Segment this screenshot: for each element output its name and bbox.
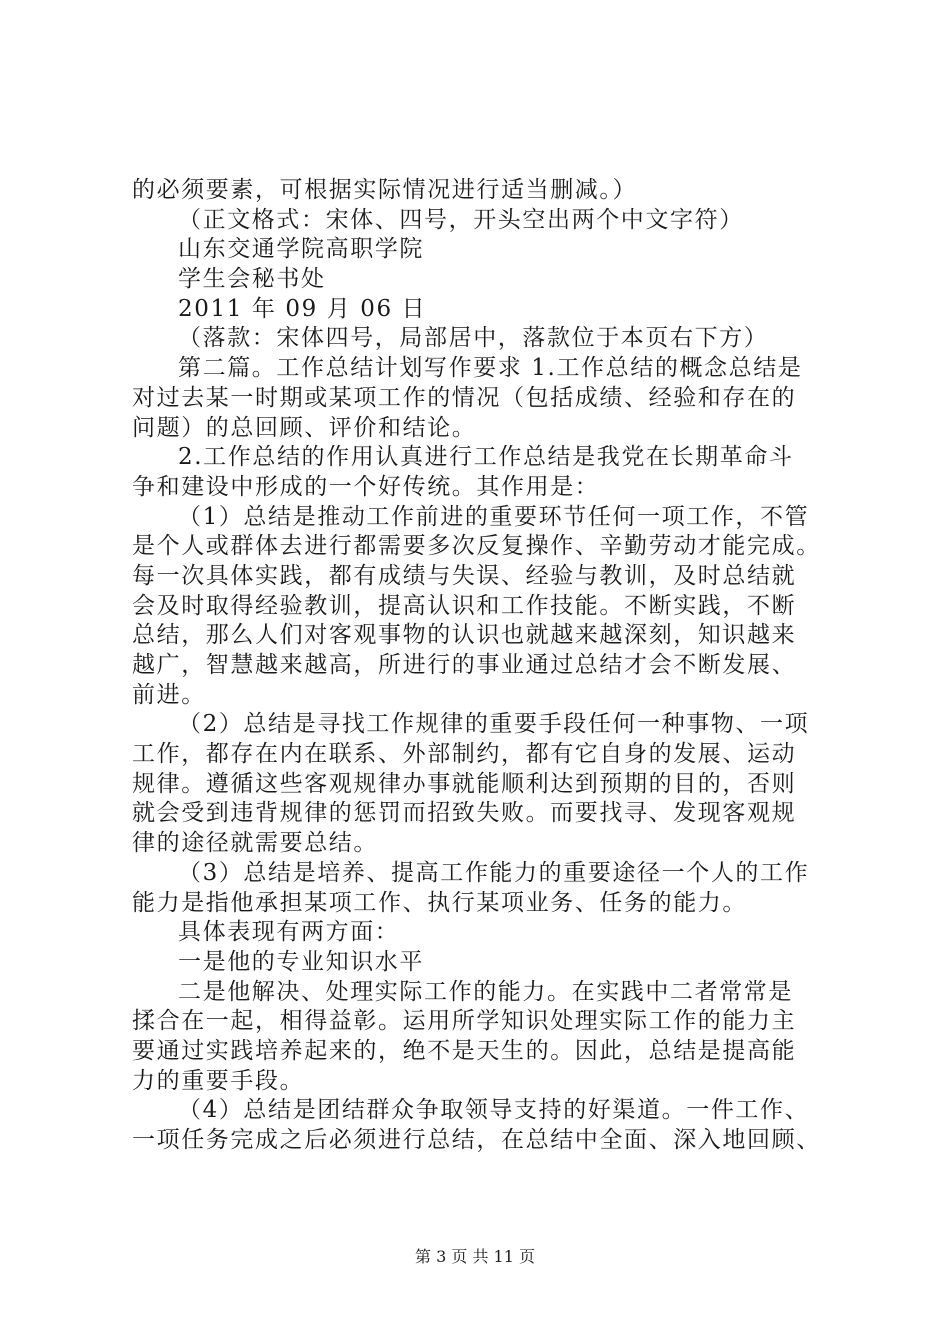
text-line: 前进。 <box>132 681 206 708</box>
text-line: 2.工作总结的作用认真进行工作总结是我党在长期革命斗 <box>178 444 794 471</box>
text-line: （正文格式：宋体、四号，开头空出两个中文字符） <box>178 206 744 233</box>
text-line: （3）总结是培养、提高工作能力的重要途径一个人的工作 <box>178 859 810 886</box>
text-line: 每一次具体实践，都有成绩与失误、经验与教训，及时总结就 <box>132 562 797 589</box>
text-line: 总结，那么人们对客观事物的认识也就越来越深刻，知识越来 <box>132 622 797 649</box>
text-line: （落款：宋体四号，局部居中，落款位于本页右下方） <box>178 325 769 352</box>
text-line: 二是他解决、处理实际工作的能力。在实践中二者常常是 <box>178 978 793 1005</box>
text-line: 争和建设中形成的一个好传统。其作用是： <box>132 473 600 500</box>
text-line: （4）总结是团结群众争取领导支持的好渠道。一件工作、 <box>178 1097 810 1124</box>
text-line: 要通过实践培养起来的，绝不是天生的。因此，总结是提高能 <box>132 1037 797 1064</box>
text-line: 山东交通学院高职学院 <box>178 236 424 263</box>
text-line: 工作，都存在内在联系、外部制约，都有它自身的发展、运动 <box>132 741 797 768</box>
text-line: 能力是指他承担某项工作、执行某项业务、任务的能力。 <box>132 889 747 916</box>
text-line: 是个人或群体去进行都需要多次反复操作、辛勤劳动才能完成。 <box>132 533 821 560</box>
text-line: （1）总结是推动工作前进的重要环节任何一项工作，不管 <box>178 503 810 530</box>
text-line: 越广，智慧越来越高，所进行的事业通过总结才会不断发展、 <box>132 652 797 678</box>
text-line: 律的途径就需要总结。 <box>132 830 378 857</box>
text-line: 的必须要素，可根据实际情况进行适当删减。） <box>132 177 638 203</box>
text-line: 揉合在一起，相得益彰。运用所学知识处理实际工作的能力主 <box>132 1008 797 1035</box>
text-line: 就会受到违背规律的惩罚而招致失败。而要找寻、发现客观规 <box>132 800 797 827</box>
text-line: 学生会秘书处 <box>178 266 326 293</box>
text-line: 一项任务完成之后必须进行总结，在总结中全面、深入地回顾、 <box>132 1127 821 1153</box>
text-line: 问题）的总回顾、评价和结论。 <box>132 414 477 441</box>
text-line: 会及时取得经验教训，提高认识和工作技能。不断实践，不断 <box>132 592 797 619</box>
text-line: 对过去某一时期或某项工作的情况（包括成绩、经验和存在的 <box>132 384 797 411</box>
text-line: 力的重要手段。 <box>132 1067 305 1094</box>
text-line: （2）总结是寻找工作规律的重要手段任何一种事物、一项 <box>178 711 810 738</box>
text-line: 一是他的专业知识水平 <box>178 948 424 975</box>
text-line: 具体表现有两方面： <box>178 919 400 946</box>
document-body <box>132 176 832 1156</box>
page-footer: 第 3 页 共 11 页 <box>415 1247 535 1266</box>
text-line: 规律。遵循这些客观规律办事就能顺利达到预期的目的，否则 <box>132 770 797 797</box>
text-line: 第二篇。工作总结计划写作要求 1.工作总结的概念总结是 <box>178 355 803 382</box>
text-line: 2011 年 09 月 06 日 <box>178 295 427 322</box>
